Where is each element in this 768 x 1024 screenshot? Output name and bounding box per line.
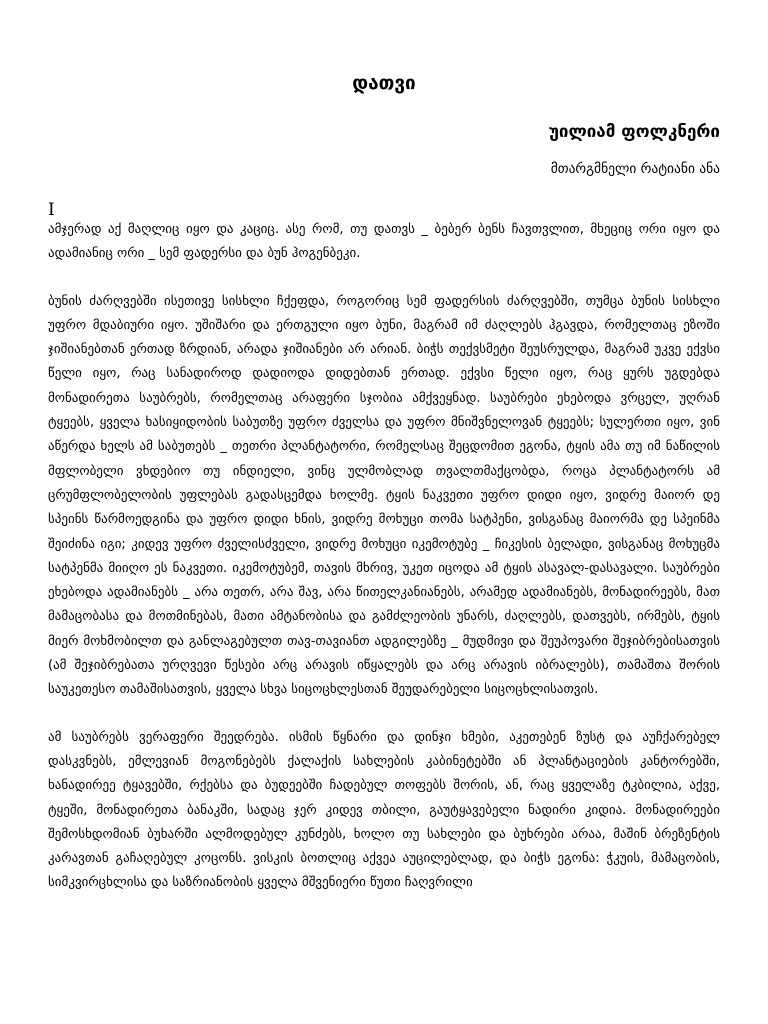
paragraph-1: ამჯერად აქ მაღლიც იყო და კაციც. ასე რომ, თუ დათვს _ ბებერ ბენს ჩავთვლით, მხეციც ორი იყო და ადამიანიც ორი _ სემ ფადერსი და ბუნ ჰოგენბეკი. <box>48 222 720 262</box>
document-page <box>48 0 720 1024</box>
document-title: დათვი <box>352 72 416 94</box>
chapter-number: I <box>48 200 55 220</box>
paragraph-2: ბუნის ძარღვებში ისეთივე სისხლი ჩქეფდა, როგორიც სემ ფადერსის ძარღვებში, თუმცა ბუნის სისხლი უფრო მდაბიური იყო. უშიშარი და ერთგული იყო ბუნი, მაგრამ იმ ძაღლებს ჰგავდა, რომელთაც ეზოში ჯიშიანებთან ერთად ზრდიან, არადა ჯიშიანები არ არიან. ბიჭს თექვსმეტი შეუსრულდა, მაგრამ უკვე ექვსი წელი იყო, რაც სანადიროდ დადიოდა დიდებთან ერთად. ექვსი წელი იყო, რაც ყურს უგდებდა მონადირეთა საუბრებს, რომელთაც არაფერი სჯობია ამქვეყნად. საუბრები ეხებოდა ვრცელ, უღრან ტყეებს, ყველა ხასიყიდობის საბუთზე უფრო ძველსა და უფრო მნიშვნელოვან ტყეებს; სულერთი იყო, ვინ აწერდა ხელს ამ საბუთებს _ თეთრი პლანტატორი, რომელსაც შეცდომით ეგონა, ტყის ამა თუ იმ ნაწილის მფლობელი ვხდებიო თუ ინდიელი, ვინც ულმობლად თვალთმაქცობდა, როცა პლანტატორს ამ ცრუმფლობელობის უფლებას გადასცემდა ხოლმე. ტყის ნაკვეთი უფრო დიდი იყო, ვიდრე მაიორ დე სპეინს წარმოედგინა და უფრო დიდი ხნის, ვიდრე მოხუცი თომა სატპენი, ვისგანაც მაიორმა დე სპეინმა შეიძინა იგი; კიდევ უფრო ძველისძველი, ვიდრე მოხუცი იკემოტუბე _ ჩიკესის ბელადი, ვისგანაც მოხუცმა სატპენმა მიიღო ეს ნაკვეთი. იკემოტუბემ, თავის მხრივ, უკეთ იცოდა ამ ტყის ასავალ-დასავალი. საუბრები ეხებოდა ადამიანებს _ არა თეთრ, არა შავ, არა წითელკანიანებს, არამედ ადამიანებს, მონადირეებს, მათ მამაცობასა და მოთმინებას, მათი ამტანობისა და გამძლეობის უნარს, ძაღლებს, დათვებს, ირმებს, ტყის მიერ მოხმობილთ და განლაგებულთ თავ-თავიანთ ადგილებზე _ მუდმივი და შეუპოვარი შეჯიბრებისათვის (ამ შეჯიბრებათა ურღვევი წესები არც არავის იწყალებს და არც არავის იბრალებს), თამაშთა შორის საუკეთესო თამაშისათვის, ყველა სხვა სიცოცხლესთან შეუდარებელი სიცოცხლისათვის. <box>48 293 720 698</box>
body-text <box>48 218 720 919</box>
author-name: უილიამ ფოლკნერი <box>548 122 720 142</box>
paragraph-3: ამ საუბრებს ვერაფერი შეედრება. ისმის წყნარი და დინჯი ხმები, აკეთებენ ზუსტ და აუჩქარებელ დასკვნებს, ემლევიან მოგონებებს ქალაქის სახლების კაბინეტებში ან პლანტაციების კანტორებში, ხანადირეე ტყავებში, რქებსა და ბუდეებში ჩადებულ თოფებს შორის, ან, რაც ყველაზე ტკბილია, აქვე, ტყეში, მონადირეთა ბანაკში, სადაც ჯერ კიდევ თბილი, გაუტყავებელი ნადირი კიდია. მონადირეები შემოსხდომიან ბუხარში ალმოდებულ კუნძებს, ხოლო თუ სახლები და ბუხრები არაა, მაშინ ბრეზენტის კარავთან გაჩაღებულ კოცონს. ვისკის ბოთლიც აქვეა აუცილებლად, და ბიჭს ეგონა: ჭკუის, მამაცობის, სიმკვირცხლისა და საზრიანობის ყველა მშვენიერი წუთი ჩაღვრილი <box>48 729 720 891</box>
translator-credit: მთარგმნელი რატიანი ანა <box>550 161 720 177</box>
